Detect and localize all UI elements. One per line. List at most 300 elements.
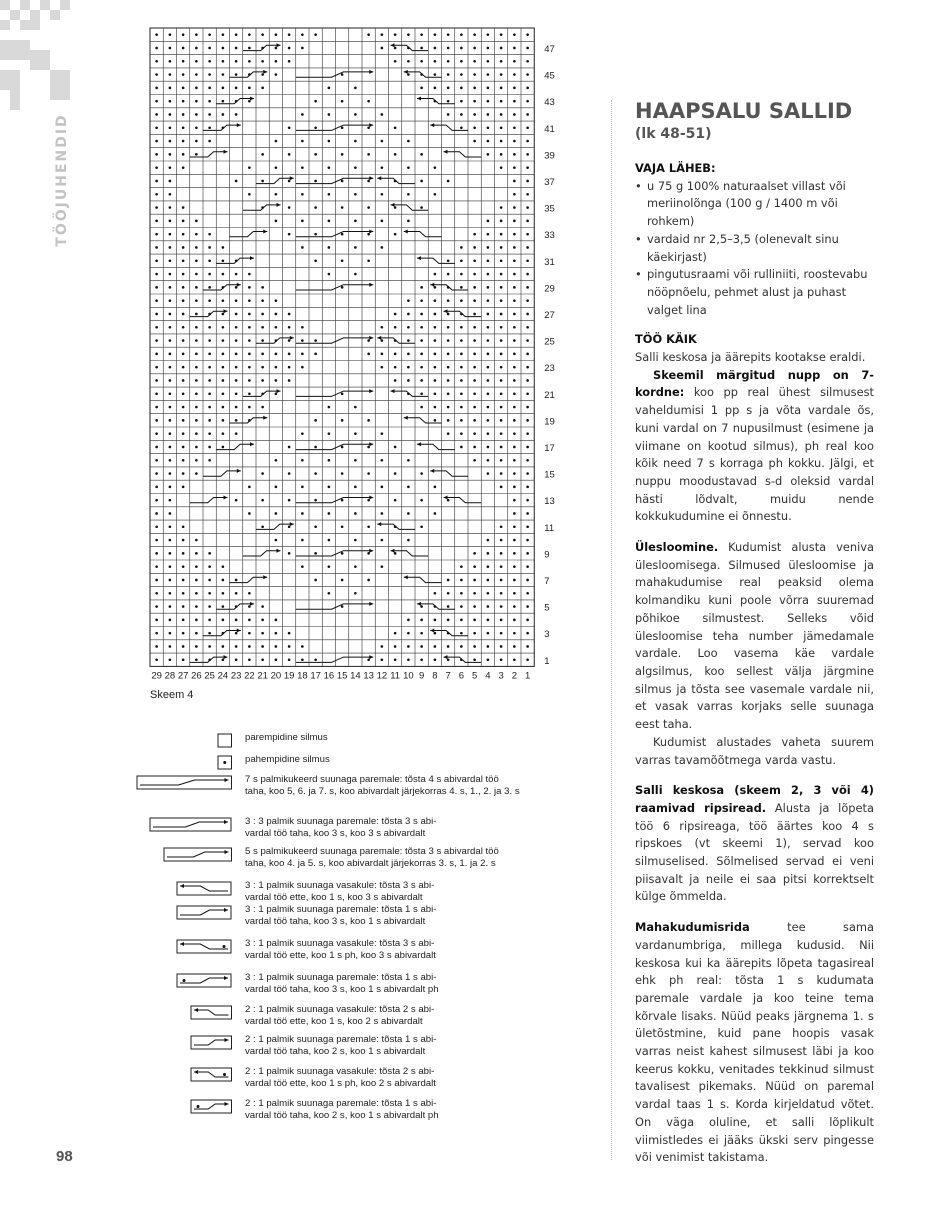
legend-symbol-purl bbox=[217, 755, 233, 770]
purl-dot bbox=[169, 33, 172, 36]
purl-dot bbox=[487, 220, 490, 223]
purl-dot bbox=[407, 632, 410, 635]
purl-dot bbox=[341, 259, 344, 262]
purl-dot bbox=[261, 353, 264, 356]
purl-dot bbox=[275, 486, 278, 489]
purl-dot bbox=[513, 299, 516, 302]
purl-dot bbox=[288, 326, 291, 329]
purl-dot bbox=[434, 619, 437, 622]
purl-dot bbox=[208, 246, 211, 249]
purl-dot bbox=[261, 525, 264, 528]
purl-dot bbox=[222, 592, 225, 595]
purl-dot bbox=[235, 619, 238, 622]
purl-dot bbox=[222, 353, 225, 356]
purl-dot bbox=[248, 47, 251, 50]
purl-dot bbox=[500, 353, 503, 356]
purl-dot bbox=[526, 100, 529, 103]
purl-dot bbox=[407, 512, 410, 515]
purl-dot bbox=[487, 645, 490, 648]
purl-dot bbox=[314, 206, 317, 209]
purl-dot bbox=[513, 619, 516, 622]
purl-dot bbox=[169, 339, 172, 342]
purl-dot bbox=[169, 299, 172, 302]
purl-dot bbox=[460, 565, 463, 568]
legend-symbol-box bbox=[218, 734, 232, 747]
purl-dot bbox=[394, 645, 397, 648]
purl-dot bbox=[407, 313, 410, 316]
legend-purl-dot bbox=[183, 979, 186, 982]
knitting-chart-skeem-4 bbox=[147, 26, 587, 681]
purl-dot bbox=[208, 140, 211, 143]
purl-dot bbox=[513, 392, 516, 395]
purl-dot bbox=[222, 87, 225, 90]
purl-dot bbox=[381, 166, 384, 169]
purl-dot bbox=[288, 366, 291, 369]
purl-dot bbox=[341, 206, 344, 209]
purl-dot bbox=[526, 233, 529, 236]
column-number-label: 20 bbox=[270, 670, 282, 682]
row-number-label: 35 bbox=[544, 203, 555, 215]
purl-dot bbox=[195, 632, 198, 635]
purl-dot bbox=[420, 153, 423, 156]
purl-dot bbox=[447, 273, 450, 276]
purl-dot bbox=[447, 419, 450, 422]
purl-dot bbox=[460, 100, 463, 103]
purl-dot bbox=[195, 286, 198, 289]
purl-dot bbox=[500, 619, 503, 622]
purl-dot bbox=[195, 406, 198, 409]
purl-dot bbox=[447, 87, 450, 90]
purl-dot bbox=[526, 392, 529, 395]
purl-dot bbox=[460, 645, 463, 648]
purl-dot bbox=[248, 512, 251, 515]
column-number-label: 24 bbox=[217, 670, 229, 682]
purl-dot bbox=[460, 379, 463, 382]
purl-dot bbox=[473, 286, 476, 289]
purl-dot bbox=[208, 619, 211, 622]
purl-dot bbox=[182, 33, 185, 36]
purl-dot bbox=[208, 645, 211, 648]
purl-dot bbox=[169, 60, 172, 63]
purl-dot bbox=[261, 153, 264, 156]
purl-dot bbox=[513, 605, 516, 608]
purl-dot bbox=[182, 539, 185, 542]
purl-dot bbox=[195, 472, 198, 475]
purl-dot bbox=[182, 379, 185, 382]
purl-dot bbox=[261, 299, 264, 302]
purl-dot bbox=[500, 246, 503, 249]
row-number-label: 7 bbox=[544, 575, 550, 587]
purl-dot bbox=[195, 233, 198, 236]
purl-dot bbox=[487, 87, 490, 90]
purl-dot bbox=[473, 658, 476, 661]
purl-dot bbox=[420, 33, 423, 36]
legend-text: 3 : 3 palmik suunaga paremale: tõsta 3 s abi- vardal töö taha, koo 3 s, koo 3 s abivardalt bbox=[245, 816, 437, 839]
purl-dot bbox=[261, 379, 264, 382]
purl-dot bbox=[235, 180, 238, 183]
purl-dot bbox=[526, 539, 529, 542]
purl-dot bbox=[500, 539, 503, 542]
purl-dot bbox=[235, 658, 238, 661]
purl-dot bbox=[394, 33, 397, 36]
purl-dot bbox=[500, 140, 503, 143]
column-number-label: 12 bbox=[376, 670, 388, 682]
purl-dot bbox=[155, 432, 158, 435]
purl-dot bbox=[222, 73, 225, 76]
purl-dot bbox=[195, 326, 198, 329]
purl-dot bbox=[354, 565, 357, 568]
row-number-label: 31 bbox=[544, 256, 555, 268]
purl-dot bbox=[261, 499, 264, 502]
purl-dot bbox=[513, 100, 516, 103]
purl-dot bbox=[487, 299, 490, 302]
purl-dot bbox=[473, 313, 476, 316]
row-number-label: 29 bbox=[544, 283, 555, 295]
purl-dot bbox=[447, 366, 450, 369]
bind-off-bold: Mahakudumisrida bbox=[635, 920, 750, 935]
purl-dot bbox=[248, 299, 251, 302]
purl-dot bbox=[407, 33, 410, 36]
purl-dot bbox=[394, 60, 397, 63]
purl-dot bbox=[526, 419, 529, 422]
purl-dot bbox=[169, 459, 172, 462]
purl-dot bbox=[526, 459, 529, 462]
purl-dot bbox=[473, 605, 476, 608]
purl-dot bbox=[487, 632, 490, 635]
purl-dot bbox=[381, 353, 384, 356]
purl-dot bbox=[500, 406, 503, 409]
purl-dot bbox=[222, 605, 225, 608]
purl-dot bbox=[526, 592, 529, 595]
purl-dot bbox=[354, 273, 357, 276]
bind-off-paragraph bbox=[635, 919, 874, 1167]
purl-dot bbox=[182, 113, 185, 116]
purl-dot bbox=[513, 220, 516, 223]
purl-dot bbox=[155, 140, 158, 143]
purl-dot bbox=[182, 47, 185, 50]
purl-dot bbox=[487, 446, 490, 449]
purl-dot bbox=[169, 73, 172, 76]
purl-dot bbox=[328, 592, 331, 595]
purl-dot bbox=[487, 100, 490, 103]
purl-dot bbox=[420, 366, 423, 369]
purl-dot bbox=[169, 406, 172, 409]
purl-dot bbox=[526, 326, 529, 329]
purl-dot bbox=[314, 180, 317, 183]
purl-dot bbox=[208, 113, 211, 116]
purl-dot bbox=[500, 273, 503, 276]
purl-dot bbox=[261, 406, 264, 409]
purl-dot bbox=[407, 459, 410, 462]
purl-dot bbox=[420, 339, 423, 342]
purl-dot bbox=[526, 87, 529, 90]
purl-dot bbox=[487, 605, 490, 608]
purl-dot bbox=[460, 273, 463, 276]
purl-dot bbox=[275, 379, 278, 382]
purl-dot bbox=[314, 126, 317, 129]
purl-dot bbox=[513, 206, 516, 209]
purl-dot bbox=[195, 392, 198, 395]
purl-dot bbox=[155, 259, 158, 262]
purl-dot bbox=[447, 299, 450, 302]
purl-dot bbox=[513, 432, 516, 435]
column-number-label: 14 bbox=[350, 670, 361, 682]
purl-dot bbox=[155, 605, 158, 608]
purl-dot bbox=[169, 432, 172, 435]
purl-dot bbox=[314, 153, 317, 156]
legend-symbol-box bbox=[137, 776, 232, 789]
purl-dot bbox=[367, 472, 370, 475]
purl-dot bbox=[301, 246, 304, 249]
purl-dot bbox=[235, 47, 238, 50]
work-heading: TÖÖ KÄIK bbox=[635, 332, 697, 347]
purl-dot bbox=[394, 379, 397, 382]
purl-dot bbox=[169, 166, 172, 169]
column-number-label: 3 bbox=[498, 670, 504, 682]
purl-dot bbox=[328, 565, 331, 568]
purl-dot bbox=[473, 406, 476, 409]
purl-dot bbox=[248, 592, 251, 595]
purl-dot bbox=[155, 299, 158, 302]
purl-dot bbox=[169, 140, 172, 143]
purl-dot bbox=[155, 339, 158, 342]
materials-item: • u 75 g 100% naturaalset villast või meriinolõnga (100 g / 1400 m või rohkem) bbox=[635, 178, 874, 231]
purl-dot bbox=[155, 619, 158, 622]
purl-dot bbox=[341, 419, 344, 422]
purl-dot bbox=[460, 579, 463, 582]
column-divider bbox=[611, 100, 612, 1160]
purl-dot bbox=[526, 645, 529, 648]
purl-dot bbox=[460, 87, 463, 90]
work-bold: Skeemil märgitud nupp on 7-kordne: bbox=[635, 367, 874, 400]
purl-dot bbox=[182, 525, 185, 528]
purl-dot bbox=[195, 100, 198, 103]
purl-dot bbox=[513, 47, 516, 50]
purl-dot bbox=[195, 220, 198, 223]
purl-dot bbox=[261, 339, 264, 342]
purl-dot bbox=[328, 486, 331, 489]
purl-dot bbox=[288, 153, 291, 156]
purl-dot bbox=[500, 220, 503, 223]
purl-dot bbox=[434, 645, 437, 648]
purl-dot bbox=[155, 33, 158, 36]
purl-dot bbox=[275, 73, 278, 76]
purl-dot bbox=[182, 658, 185, 661]
purl-dot bbox=[169, 87, 172, 90]
purl-dot bbox=[314, 233, 317, 236]
purl-dot bbox=[288, 472, 291, 475]
purl-dot bbox=[301, 486, 304, 489]
purl-dot bbox=[460, 326, 463, 329]
purl-dot bbox=[526, 565, 529, 568]
purl-dot bbox=[169, 180, 172, 183]
purl-dot bbox=[487, 459, 490, 462]
purl-dot bbox=[420, 645, 423, 648]
purl-dot bbox=[460, 605, 463, 608]
purl-dot bbox=[447, 392, 450, 395]
purl-dot bbox=[288, 645, 291, 648]
purl-dot bbox=[222, 246, 225, 249]
purl-dot bbox=[248, 339, 251, 342]
purl-dot bbox=[434, 353, 437, 356]
materials-item: • vardaid nr 2,5–3,5 (olenevalt sinu käekirjast) bbox=[635, 231, 874, 266]
materials-item: • pingutusraami või rulliniiti, roostevabu nööpnõelu, pehmet alust ja puhast valget lina bbox=[635, 266, 874, 319]
purl-dot bbox=[169, 605, 172, 608]
purl-dot bbox=[182, 592, 185, 595]
purl-dot bbox=[169, 579, 172, 582]
legend-text: parempidine silmus bbox=[245, 732, 328, 743]
purl-dot bbox=[526, 366, 529, 369]
purl-dot bbox=[208, 565, 211, 568]
purl-dot bbox=[155, 246, 158, 249]
purl-dot bbox=[208, 33, 211, 36]
purl-dot bbox=[407, 299, 410, 302]
purl-dot bbox=[447, 73, 450, 76]
purl-dot bbox=[487, 392, 490, 395]
purl-dot bbox=[367, 153, 370, 156]
purl-dot bbox=[526, 166, 529, 169]
purl-dot bbox=[169, 446, 172, 449]
purl-dot bbox=[169, 366, 172, 369]
purl-dot bbox=[248, 486, 251, 489]
purl-dot bbox=[460, 392, 463, 395]
purl-dot bbox=[195, 153, 198, 156]
purl-dot bbox=[526, 632, 529, 635]
purl-dot bbox=[407, 379, 410, 382]
purl-dot bbox=[500, 33, 503, 36]
purl-dot bbox=[381, 539, 384, 542]
purl-dot bbox=[341, 180, 344, 183]
purl-dot bbox=[420, 313, 423, 316]
purl-dot bbox=[275, 366, 278, 369]
purl-dot bbox=[182, 366, 185, 369]
purl-dot bbox=[235, 406, 238, 409]
purl-dot bbox=[447, 326, 450, 329]
row-number-label: 47 bbox=[544, 43, 555, 55]
row-number-label: 19 bbox=[544, 416, 555, 428]
purl-dot bbox=[301, 47, 304, 50]
purl-dot bbox=[487, 73, 490, 76]
purl-dot bbox=[169, 286, 172, 289]
purl-dot bbox=[169, 246, 172, 249]
purl-dot bbox=[513, 592, 516, 595]
purl-dot bbox=[275, 632, 278, 635]
side-tab-label: TÖÖJUHENDID bbox=[54, 113, 70, 247]
purl-dot bbox=[460, 619, 463, 622]
purl-dot bbox=[235, 113, 238, 116]
purl-dot bbox=[182, 140, 185, 143]
purl-dot bbox=[473, 579, 476, 582]
bind-off-text: tee sama vardanumbriga, millega kudusid. Nii keskosa kui ka äärepits lõpeta tagasireal ehk ph real: tõsta 1 s kudumata paremale vardale ja koo teine tema kõrvale lisaks. Nüüd peaks järgnema 1. s ületõstmine, kuid pane hoopis vasak varras neist kahest silmusest läbi ja koo keerus kokku, venitades tekkinud silmust tavalisest pikemaks. Nüüd on paremal vardal taas 1 s. Korda kirjeldatud võtet. On väga oluline, et salli lõplikult viimistledes ei jääks ükski serv pingesse või venimist takistama. bbox=[635, 920, 874, 1165]
purl-dot bbox=[500, 565, 503, 568]
purl-dot bbox=[288, 379, 291, 382]
purl-dot bbox=[434, 299, 437, 302]
purl-dot bbox=[381, 565, 384, 568]
purl-dot bbox=[500, 87, 503, 90]
purl-dot bbox=[487, 47, 490, 50]
purl-dot bbox=[447, 100, 450, 103]
purl-dot bbox=[354, 592, 357, 595]
purl-dot bbox=[222, 326, 225, 329]
purl-dot bbox=[420, 180, 423, 183]
purl-dot bbox=[155, 126, 158, 129]
legend-symbol-cable-5 bbox=[163, 847, 233, 862]
work-intro: Salli keskosa ja äärepits kootakse eraldi. bbox=[635, 350, 866, 365]
purl-dot bbox=[434, 512, 437, 515]
purl-dot bbox=[341, 525, 344, 528]
purl-dot bbox=[182, 406, 185, 409]
row-number-label: 1 bbox=[544, 655, 550, 667]
purl-dot bbox=[500, 658, 503, 661]
purl-dot bbox=[407, 366, 410, 369]
purl-dot bbox=[526, 73, 529, 76]
column-number-label: 17 bbox=[310, 670, 321, 682]
purl-dot bbox=[195, 605, 198, 608]
purl-dot bbox=[248, 286, 251, 289]
purl-dot bbox=[275, 166, 278, 169]
purl-dot bbox=[434, 87, 437, 90]
purl-dot bbox=[354, 166, 357, 169]
purl-dot bbox=[182, 645, 185, 648]
purl-dot bbox=[261, 87, 264, 90]
purl-dot bbox=[328, 113, 331, 116]
page-number: 98 bbox=[56, 1148, 73, 1165]
purl-dot bbox=[500, 525, 503, 528]
purl-dot bbox=[169, 379, 172, 382]
purl-dot bbox=[275, 645, 278, 648]
purl-dot bbox=[208, 459, 211, 462]
purl-dot bbox=[354, 406, 357, 409]
purl-dot bbox=[526, 153, 529, 156]
purl-dot bbox=[301, 658, 304, 661]
purl-dot bbox=[513, 246, 516, 249]
purl-dot bbox=[222, 259, 225, 262]
purl-dot bbox=[407, 619, 410, 622]
purl-dot bbox=[407, 220, 410, 223]
purl-dot bbox=[434, 366, 437, 369]
purl-dot bbox=[222, 406, 225, 409]
purl-dot bbox=[513, 326, 516, 329]
purl-dot bbox=[434, 193, 437, 196]
purl-dot bbox=[473, 619, 476, 622]
purl-dot bbox=[275, 539, 278, 542]
purl-dot bbox=[526, 339, 529, 342]
purl-dot bbox=[447, 406, 450, 409]
purl-dot bbox=[248, 392, 251, 395]
purl-dot bbox=[182, 206, 185, 209]
purl-dot bbox=[473, 459, 476, 462]
purl-dot bbox=[314, 472, 317, 475]
purl-dot bbox=[301, 512, 304, 515]
purl-dot bbox=[261, 33, 264, 36]
purl-dot bbox=[513, 273, 516, 276]
purl-dot bbox=[487, 113, 490, 116]
purl-dot bbox=[526, 353, 529, 356]
purl-dot bbox=[222, 339, 225, 342]
purl-dot bbox=[341, 499, 344, 502]
purl-dot bbox=[182, 233, 185, 236]
purl-dot bbox=[261, 326, 264, 329]
purl-dot bbox=[500, 259, 503, 262]
purl-dot bbox=[169, 313, 172, 316]
purl-dot bbox=[500, 233, 503, 236]
purl-dot bbox=[487, 246, 490, 249]
purl-dot bbox=[526, 299, 529, 302]
purl-dot bbox=[460, 406, 463, 409]
purl-dot bbox=[235, 645, 238, 648]
purl-dot bbox=[500, 113, 503, 116]
purl-dot bbox=[513, 486, 516, 489]
